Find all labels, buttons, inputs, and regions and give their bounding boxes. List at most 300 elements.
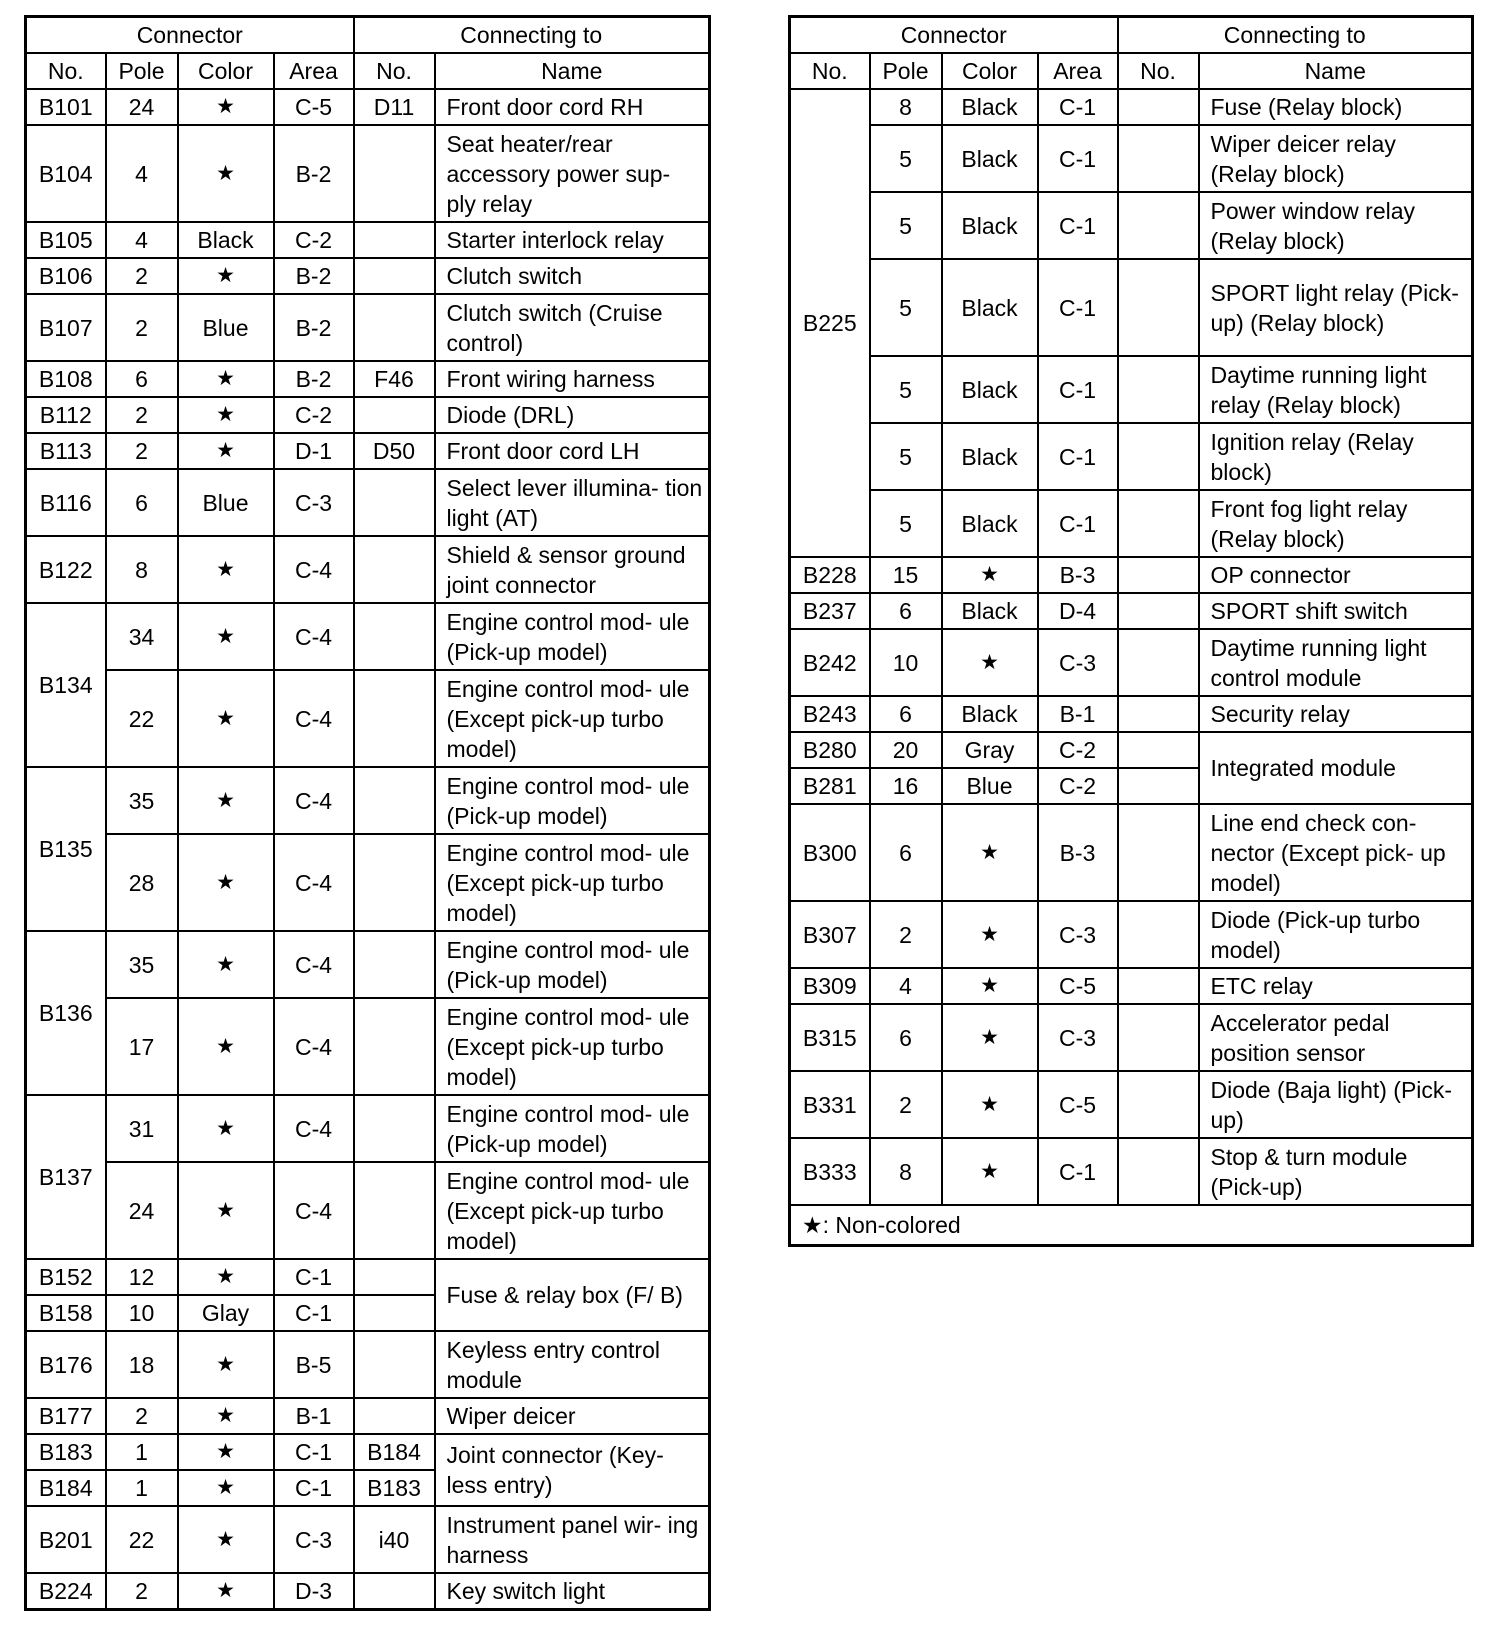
header-row (26, 53, 710, 89)
cell-to: F46 (354, 361, 435, 397)
cell-no: B107 (26, 294, 106, 361)
cell-color: Glay (178, 1295, 274, 1331)
table-row (790, 192, 1473, 259)
cell-color: ★ (178, 89, 274, 125)
connector-table-right (788, 15, 1474, 1247)
cell-name: Seat heater/rear accessory power sup- ply relay (435, 125, 710, 222)
cell-name: Ignition relay (Relay block) (1199, 423, 1473, 490)
cell-name: Front wiring harness (435, 361, 710, 397)
cell-area: C-4 (274, 603, 354, 670)
cell-area: B-1 (1038, 696, 1118, 732)
cell-color: Blue (178, 469, 274, 536)
connector-table-left (24, 15, 711, 1611)
cell-to (354, 222, 435, 258)
cell-name: Select lever illumina- tion light (AT) (435, 469, 710, 536)
cell-pole: 1 (106, 1470, 178, 1506)
cell-color: Black (942, 89, 1038, 125)
table-row (26, 1095, 710, 1162)
cell-no: B224 (26, 1573, 106, 1610)
table-row (790, 1138, 1473, 1205)
cell-area: C-4 (274, 670, 354, 767)
table-row (26, 1506, 710, 1573)
cell-no: B307 (790, 901, 870, 968)
legend-row (790, 1205, 1473, 1246)
cell-area: C-3 (274, 469, 354, 536)
table-row (26, 294, 710, 361)
cell-pole: 2 (870, 901, 942, 968)
table-row (26, 767, 710, 834)
cell-pole: 8 (106, 536, 178, 603)
cell-area: C-1 (1038, 423, 1118, 490)
cell-area: C-1 (1038, 1138, 1118, 1205)
cell-to (354, 1259, 435, 1295)
cell-no: B309 (790, 968, 870, 1004)
cell-area: C-3 (274, 1506, 354, 1573)
table-row (26, 1162, 710, 1259)
cell-area: C-2 (274, 222, 354, 258)
cell-no: B331 (790, 1071, 870, 1138)
legend-note: ★: Non-colored (790, 1205, 1473, 1246)
cell-to (1118, 125, 1199, 192)
cell-pole: 2 (106, 1398, 178, 1434)
cell-area: C-1 (274, 1295, 354, 1331)
cell-pole: 6 (870, 696, 942, 732)
table-row (790, 259, 1473, 356)
header-row-group (26, 17, 710, 54)
cell-color: ★ (178, 998, 274, 1095)
cell-color: Black (942, 423, 1038, 490)
header-row (790, 53, 1473, 89)
cell-no: B134 (26, 603, 106, 767)
cell-no: B108 (26, 361, 106, 397)
cell-to (1118, 804, 1199, 901)
table-row (26, 603, 710, 670)
cell-pole: 2 (106, 397, 178, 433)
cell-no: B228 (790, 557, 870, 593)
cell-name: Engine control mod- ule (Except pick-up turbo model) (435, 834, 710, 931)
cell-pole: 5 (870, 192, 942, 259)
cell-color: ★ (942, 557, 1038, 593)
cell-to (1118, 968, 1199, 1004)
cell-area: B-3 (1038, 804, 1118, 901)
cell-color: ★ (178, 433, 274, 469)
cell-pole: 5 (870, 356, 942, 423)
table-row (790, 804, 1473, 901)
cell-to (354, 767, 435, 834)
cell-name: Engine control mod- ule (Pick-up model) (435, 931, 710, 998)
cell-no: B237 (790, 593, 870, 629)
table-row (790, 1071, 1473, 1138)
cell-name: Fuse & relay box (F/ B) (435, 1259, 710, 1331)
cell-name: Integrated module (1199, 732, 1473, 804)
table-row (26, 1573, 710, 1610)
cell-pole: 28 (106, 834, 178, 931)
cell-name: Starter interlock relay (435, 222, 710, 258)
cell-color: ★ (942, 1004, 1038, 1071)
table-row (26, 1259, 710, 1295)
cell-color: ★ (178, 1331, 274, 1398)
cell-no: B333 (790, 1138, 870, 1205)
cell-to (1118, 732, 1199, 768)
cell-to (354, 1162, 435, 1259)
cell-area: B-2 (274, 125, 354, 222)
cell-area: C-5 (1038, 1071, 1118, 1138)
area-header: Area (274, 53, 354, 89)
cell-color: Black (942, 356, 1038, 423)
cell-area: B-5 (274, 1331, 354, 1398)
cell-name: SPORT shift switch (1199, 593, 1473, 629)
cell-pole: 5 (870, 259, 942, 356)
cell-pole: 4 (106, 125, 178, 222)
cell-no: B280 (790, 732, 870, 768)
cell-pole: 10 (106, 1295, 178, 1331)
table-row (26, 1331, 710, 1398)
cell-area: C-2 (1038, 732, 1118, 768)
cell-area: D-3 (274, 1573, 354, 1610)
cell-color: ★ (178, 125, 274, 222)
no-header: No. (790, 53, 870, 89)
cell-no: B243 (790, 696, 870, 732)
table-row (790, 423, 1473, 490)
cell-pole: 1 (106, 1434, 178, 1470)
cell-pole: 4 (106, 222, 178, 258)
cell-name: Stop & turn module (Pick-up) (1199, 1138, 1473, 1205)
cell-color: ★ (178, 1259, 274, 1295)
table-row (26, 931, 710, 998)
table-row (26, 536, 710, 603)
cell-color: ★ (178, 834, 274, 931)
cell-no: B101 (26, 89, 106, 125)
table-row (790, 696, 1473, 732)
cell-to (354, 258, 435, 294)
cell-area: C-4 (274, 767, 354, 834)
cell-no: B281 (790, 768, 870, 804)
cell-area: C-1 (1038, 490, 1118, 557)
cell-name: Clutch switch (Cruise control) (435, 294, 710, 361)
table-row (26, 89, 710, 125)
cell-pole: 24 (106, 89, 178, 125)
cell-to (1118, 1071, 1199, 1138)
cell-name: Keyless entry control module (435, 1331, 710, 1398)
cell-area: C-4 (274, 931, 354, 998)
cell-to (1118, 557, 1199, 593)
to-no-header: No. (1118, 53, 1199, 89)
cell-color: ★ (178, 670, 274, 767)
cell-color: ★ (178, 931, 274, 998)
cell-pole: 2 (106, 294, 178, 361)
cell-to (1118, 192, 1199, 259)
cell-to (354, 1095, 435, 1162)
cell-area: C-3 (1038, 629, 1118, 696)
cell-area: B-3 (1038, 557, 1118, 593)
cell-pole: 35 (106, 767, 178, 834)
color-header: Color (942, 53, 1038, 89)
cell-name: Front fog light relay (Relay block) (1199, 490, 1473, 557)
cell-name: Engine control mod- ule (Except pick-up turbo model) (435, 1162, 710, 1259)
connecting-to-header: Connecting to (354, 17, 710, 54)
cell-name: Joint connector (Key- less entry) (435, 1434, 710, 1506)
connecting-to-header: Connecting to (1118, 17, 1473, 54)
cell-no: B106 (26, 258, 106, 294)
cell-name: Key switch light (435, 1573, 710, 1610)
cell-name: Diode (DRL) (435, 397, 710, 433)
cell-name: Front door cord LH (435, 433, 710, 469)
cell-color: ★ (178, 1095, 274, 1162)
cell-name: Diode (Pick-up turbo model) (1199, 901, 1473, 968)
table-row (790, 557, 1473, 593)
cell-color: ★ (178, 1470, 274, 1506)
cell-area: D-4 (1038, 593, 1118, 629)
cell-no: B122 (26, 536, 106, 603)
cell-color: ★ (178, 767, 274, 834)
table-row (790, 901, 1473, 968)
cell-no: B112 (26, 397, 106, 433)
cell-pole: 20 (870, 732, 942, 768)
cell-color: ★ (178, 1506, 274, 1573)
connector-header: Connector (790, 17, 1118, 54)
cell-area: C-1 (1038, 192, 1118, 259)
cell-pole: 31 (106, 1095, 178, 1162)
cell-color: ★ (178, 361, 274, 397)
cell-no: B158 (26, 1295, 106, 1331)
cell-no: B177 (26, 1398, 106, 1434)
cell-to (1118, 259, 1199, 356)
cell-pole: 12 (106, 1259, 178, 1295)
cell-color: ★ (178, 1573, 274, 1610)
cell-area: C-1 (274, 1259, 354, 1295)
cell-area: C-4 (274, 1095, 354, 1162)
cell-area: C-1 (274, 1470, 354, 1506)
cell-name: Instrument panel wir- ing harness (435, 1506, 710, 1573)
cell-color: Black (942, 696, 1038, 732)
cell-to: B183 (354, 1470, 435, 1506)
cell-area: B-2 (274, 294, 354, 361)
cell-name: Front door cord RH (435, 89, 710, 125)
color-header: Color (178, 53, 274, 89)
cell-to (354, 1331, 435, 1398)
table-row (790, 89, 1473, 125)
cell-no: B135 (26, 767, 106, 931)
cell-to (1118, 356, 1199, 423)
cell-pole: 8 (870, 89, 942, 125)
pole-header: Pole (870, 53, 942, 89)
cell-to: i40 (354, 1506, 435, 1573)
cell-name: Accelerator pedal position sensor (1199, 1004, 1473, 1071)
cell-to (354, 998, 435, 1095)
cell-color: Gray (942, 732, 1038, 768)
cell-color: Black (942, 490, 1038, 557)
cell-color: ★ (178, 536, 274, 603)
table-row (26, 469, 710, 536)
cell-to (1118, 768, 1199, 804)
cell-to (354, 397, 435, 433)
cell-area: C-1 (1038, 356, 1118, 423)
cell-name: Engine control mod- ule (Except pick-up turbo model) (435, 670, 710, 767)
cell-pole: 34 (106, 603, 178, 670)
cell-area: C-4 (274, 536, 354, 603)
cell-area: C-2 (274, 397, 354, 433)
name-header: Name (435, 53, 710, 89)
cell-pole: 22 (106, 670, 178, 767)
table-row (790, 732, 1473, 768)
cell-color: ★ (942, 968, 1038, 1004)
cell-pole: 2 (870, 1071, 942, 1138)
table-row (26, 834, 710, 931)
table-row (26, 998, 710, 1095)
cell-no: B225 (790, 89, 870, 557)
cell-pole: 2 (106, 258, 178, 294)
pole-header: Pole (106, 53, 178, 89)
cell-name: Line end check con- nector (Except pick- up model) (1199, 804, 1473, 901)
cell-to: D11 (354, 89, 435, 125)
table-row (26, 397, 710, 433)
cell-no: B116 (26, 469, 106, 536)
cell-no: B113 (26, 433, 106, 469)
table-row (790, 1004, 1473, 1071)
table-row (26, 258, 710, 294)
cell-area: C-5 (274, 89, 354, 125)
table-row (26, 361, 710, 397)
cell-name: Shield & sensor ground joint connector (435, 536, 710, 603)
cell-color: Blue (178, 294, 274, 361)
cell-no: B136 (26, 931, 106, 1095)
cell-pole: 6 (106, 469, 178, 536)
cell-no: B201 (26, 1506, 106, 1573)
cell-name: Engine control mod- ule (Except pick-up turbo model) (435, 998, 710, 1095)
cell-area: C-3 (1038, 901, 1118, 968)
cell-to (354, 536, 435, 603)
cell-color: ★ (942, 901, 1038, 968)
cell-color: ★ (942, 804, 1038, 901)
cell-color: ★ (942, 1138, 1038, 1205)
cell-area: B-2 (274, 361, 354, 397)
cell-to (354, 469, 435, 536)
cell-name: Engine control mod- ule (Pick-up model) (435, 603, 710, 670)
cell-to (1118, 593, 1199, 629)
cell-color: ★ (942, 629, 1038, 696)
table-row (790, 356, 1473, 423)
cell-color: ★ (178, 397, 274, 433)
cell-color: ★ (178, 1398, 274, 1434)
cell-pole: 17 (106, 998, 178, 1095)
cell-name: ETC relay (1199, 968, 1473, 1004)
cell-pole: 6 (870, 593, 942, 629)
cell-to (354, 294, 435, 361)
cell-name: OP connector (1199, 557, 1473, 593)
cell-pole: 5 (870, 490, 942, 557)
cell-name: Wiper deicer (435, 1398, 710, 1434)
cell-pole: 22 (106, 1506, 178, 1573)
no-header: No. (26, 53, 106, 89)
cell-name: Daytime running light control module (1199, 629, 1473, 696)
cell-no: B137 (26, 1095, 106, 1259)
cell-name: Power window relay (Relay block) (1199, 192, 1473, 259)
cell-to (354, 1573, 435, 1610)
cell-pole: 16 (870, 768, 942, 804)
cell-color: Blue (942, 768, 1038, 804)
cell-pole: 5 (870, 125, 942, 192)
name-header: Name (1199, 53, 1473, 89)
table-row (790, 629, 1473, 696)
cell-area: B-2 (274, 258, 354, 294)
cell-area: C-1 (274, 1434, 354, 1470)
cell-pole: 6 (870, 1004, 942, 1071)
cell-to (1118, 1138, 1199, 1205)
table-row (26, 670, 710, 767)
cell-to (1118, 490, 1199, 557)
connector-header: Connector (26, 17, 354, 54)
cell-to: B184 (354, 1434, 435, 1470)
cell-pole: 8 (870, 1138, 942, 1205)
cell-to (354, 834, 435, 931)
cell-to (1118, 89, 1199, 125)
cell-area: C-1 (1038, 89, 1118, 125)
cell-pole: 6 (106, 361, 178, 397)
cell-no: B104 (26, 125, 106, 222)
cell-area: C-2 (1038, 768, 1118, 804)
cell-area: C-3 (1038, 1004, 1118, 1071)
cell-name: Clutch switch (435, 258, 710, 294)
cell-pole: 24 (106, 1162, 178, 1259)
table-row (26, 1434, 710, 1470)
table-row (790, 125, 1473, 192)
cell-color: ★ (942, 1071, 1038, 1138)
table-row (26, 222, 710, 258)
table-row (790, 490, 1473, 557)
cell-name: Wiper deicer relay (Relay block) (1199, 125, 1473, 192)
table-row (790, 968, 1473, 1004)
cell-no: B315 (790, 1004, 870, 1071)
header-row-group (790, 17, 1473, 54)
cell-area: D-1 (274, 433, 354, 469)
cell-pole: 35 (106, 931, 178, 998)
cell-color: Black (942, 593, 1038, 629)
cell-no: B300 (790, 804, 870, 901)
cell-pole: 6 (870, 804, 942, 901)
cell-no: B183 (26, 1434, 106, 1470)
cell-no: B176 (26, 1331, 106, 1398)
cell-color: Black (942, 192, 1038, 259)
cell-to (1118, 901, 1199, 968)
cell-pole: 18 (106, 1331, 178, 1398)
table-row (26, 125, 710, 222)
cell-area: C-4 (274, 998, 354, 1095)
cell-area: C-1 (1038, 259, 1118, 356)
cell-to (354, 931, 435, 998)
cell-name: Diode (Baja light) (Pick-up) (1199, 1071, 1473, 1138)
cell-name: Security relay (1199, 696, 1473, 732)
cell-color: ★ (178, 1434, 274, 1470)
cell-to (1118, 629, 1199, 696)
cell-color: ★ (178, 258, 274, 294)
cell-pole: 2 (106, 1573, 178, 1610)
cell-to (1118, 696, 1199, 732)
table-row (26, 433, 710, 469)
cell-no: B242 (790, 629, 870, 696)
cell-area: B-1 (274, 1398, 354, 1434)
cell-to (354, 1398, 435, 1434)
cell-to (354, 670, 435, 767)
cell-pole: 10 (870, 629, 942, 696)
cell-no: B105 (26, 222, 106, 258)
cell-to: D50 (354, 433, 435, 469)
cell-pole: 2 (106, 433, 178, 469)
cell-area: C-4 (274, 834, 354, 931)
cell-name: Daytime running light relay (Relay block) (1199, 356, 1473, 423)
cell-name: Engine control mod- ule (Pick-up model) (435, 767, 710, 834)
table-row (26, 1398, 710, 1434)
cell-color: ★ (178, 1162, 274, 1259)
